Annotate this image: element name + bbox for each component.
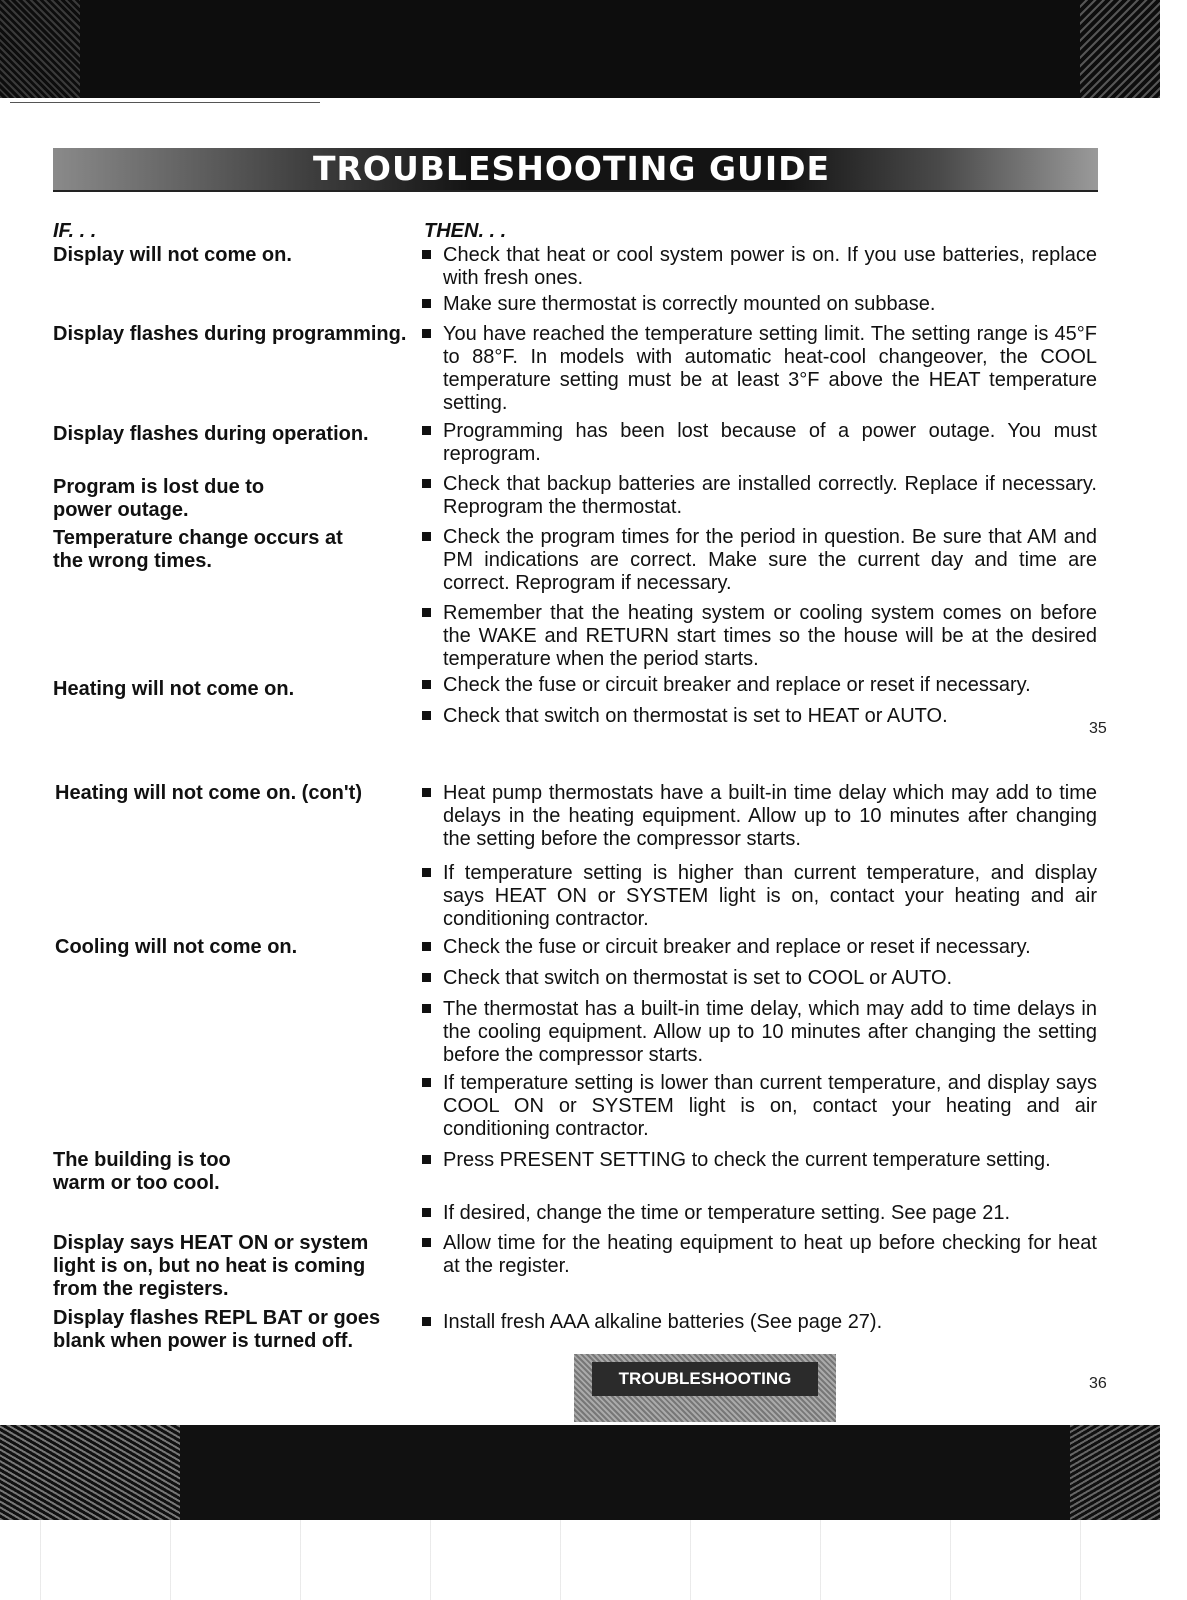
- action-item: Check the fuse or circuit breaker and replace or reset if necessary.: [422, 936, 1097, 959]
- action-item: Make sure thermostat is correctly mounted on subbase.: [422, 293, 1097, 316]
- action-item: You have reached the temperature setting limit. The setting range is 45°F to 88°F. In models with automatic heat-cool changeover, the COOL temperature setting must be at least 3°F above the HEAT temperature setting.: [422, 323, 1097, 415]
- then-column-heading: THEN. . .: [424, 220, 507, 242]
- condition-heat-on-no-heat: Display says HEAT ON or system light is on, but no heat is coming from the registers.: [53, 1232, 369, 1300]
- condition-flash-operation: Display flashes during operation.: [53, 423, 369, 445]
- bullet-icon: [422, 1078, 431, 1087]
- condition-repl-bat: Display flashes REPL BAT or goes blank when power is turned off.: [53, 1307, 381, 1352]
- bottom-scan-noise: [0, 1520, 1187, 1600]
- action-item: Allow time for the heating equipment to heat up before checking for heat at the register.: [422, 1232, 1097, 1278]
- condition-building-temp: The building is too warm or too cool.: [53, 1149, 231, 1194]
- bullet-icon: [422, 788, 431, 797]
- condition-display-not-on: Display will not come on.: [53, 244, 292, 266]
- bullet-icon: [422, 608, 431, 617]
- bullet-icon: [422, 479, 431, 488]
- footer-badge: [574, 1354, 836, 1422]
- action-item: Heat pump thermostats have a built-in time delay which may add to time delays in the heating equipment. Allow up to 10 minutes after changing the setting before the compressor starts.: [422, 782, 1097, 851]
- condition-program-lost: Program is lost due to power outage.: [53, 476, 265, 521]
- action-item: Remember that the heating system or cooling system comes on before the WAKE and RETURN start times so the house will be at the desired temperature when the period starts.: [422, 602, 1097, 671]
- bullet-icon: [422, 942, 431, 951]
- bottom-scan-band: [0, 1425, 1160, 1520]
- bullet-icon: [422, 426, 431, 435]
- page-title: TROUBLESHOOTING GUIDE: [313, 149, 831, 188]
- bullet-icon: [422, 250, 431, 259]
- action-item: If temperature setting is higher than current temperature, and display says HEAT ON or SYSTEM light is on, contact your heating and air conditioning contractor.: [422, 862, 1097, 931]
- footer-badge-label: TROUBLESHOOTING: [618, 1369, 792, 1388]
- top-scan-band: [0, 0, 1160, 98]
- action-item: If desired, change the time or temperature setting. See page 21.: [422, 1202, 1097, 1225]
- bullet-icon: [422, 1004, 431, 1013]
- bullet-icon: [422, 1155, 431, 1164]
- condition-flash-programming: Display flashes during programming.: [53, 323, 407, 345]
- action-item: Check that heat or cool system power is on. If you use batteries, replace with fresh ones.: [422, 244, 1097, 290]
- action-item: Check that switch on thermostat is set to COOL or AUTO.: [422, 967, 1097, 990]
- page-number: 35: [1089, 720, 1107, 737]
- bullet-icon: [422, 973, 431, 982]
- condition-heating-not-on: Heating will not come on.: [53, 678, 295, 700]
- action-item: Programming has been lost because of a power outage. You must reprogram.: [422, 420, 1097, 466]
- action-item: If temperature setting is lower than current temperature, and display says COOL ON or SYSTEM light is on, contact your heating and air conditioning contractor.: [422, 1072, 1097, 1141]
- page-number: 36: [1089, 1375, 1107, 1392]
- condition-wrong-times: Temperature change occurs at the wrong times.: [53, 527, 343, 572]
- action-item: Press PRESENT SETTING to check the current temperature setting.: [422, 1149, 1097, 1172]
- action-item: Check the program times for the period in question. Be sure that AM and PM indications are correct. Make sure the current day and time are correct. Reprogram if necessary.: [422, 526, 1097, 595]
- bullet-icon: [422, 329, 431, 338]
- bullet-icon: [422, 711, 431, 720]
- top-rule: [10, 102, 320, 103]
- bullet-icon: [422, 680, 431, 689]
- bullet-icon: [422, 1317, 431, 1326]
- action-item: Check the fuse or circuit breaker and replace or reset if necessary.: [422, 674, 1097, 697]
- bullet-icon: [422, 868, 431, 877]
- bullet-icon: [422, 1238, 431, 1247]
- action-item: Check that switch on thermostat is set to HEAT or AUTO.: [422, 705, 1097, 728]
- condition-heating-not-on-cont: Heating will not come on. (con't): [55, 782, 362, 804]
- bullet-icon: [422, 532, 431, 541]
- if-column-heading: IF. . .: [53, 220, 97, 242]
- action-item: Install fresh AAA alkaline batteries (See page 27).: [422, 1311, 1097, 1334]
- bullet-icon: [422, 1208, 431, 1217]
- action-item: Check that backup batteries are installed correctly. Replace if necessary. Reprogram the thermostat.: [422, 473, 1097, 519]
- condition-cooling-not-on: Cooling will not come on.: [55, 936, 298, 958]
- action-item: The thermostat has a built-in time delay, which may add to time delays in the cooling equipment. Allow up to 10 minutes after changing the setting before the compressor starts.: [422, 998, 1097, 1067]
- bullet-icon: [422, 299, 431, 308]
